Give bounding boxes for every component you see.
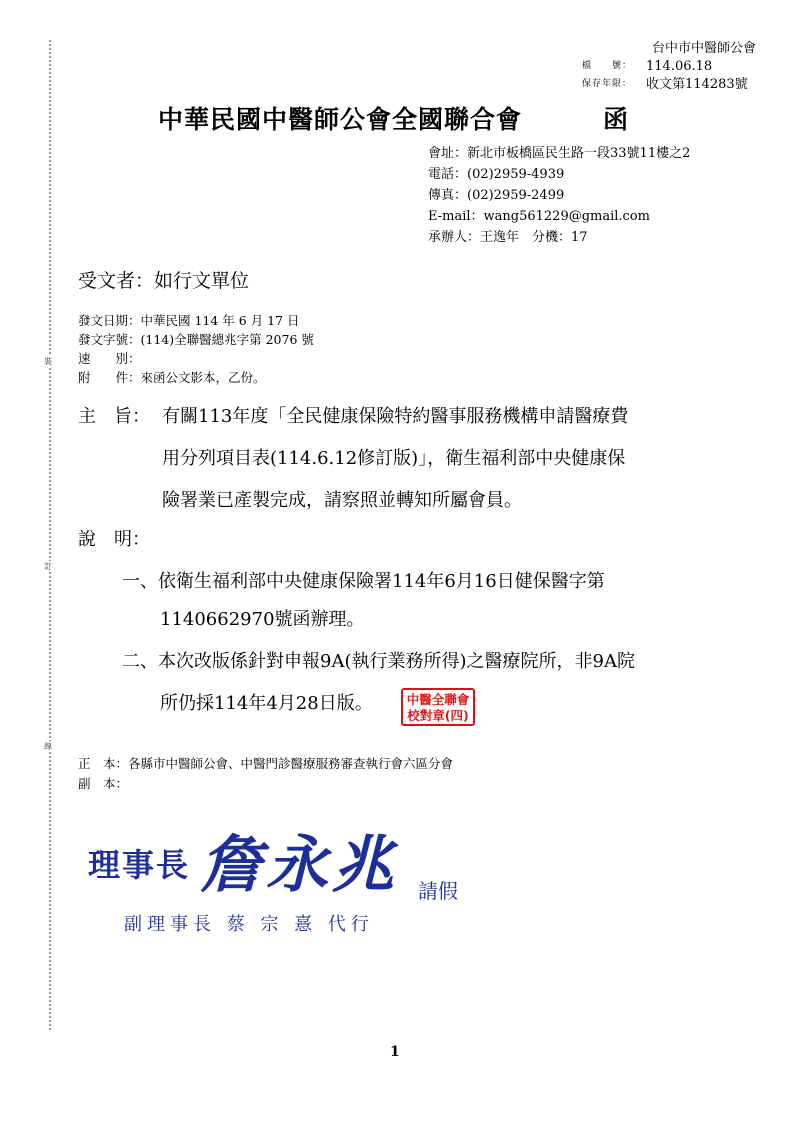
proofreading-stamp	[401, 688, 475, 726]
binder-mark-middle: 訂	[44, 562, 52, 571]
archive-receipt: 收文第114283號	[646, 77, 748, 92]
stamp-line-2: 校對章(四)	[407, 708, 469, 723]
dispatch-speed: 速 別：	[78, 351, 141, 366]
binder-mark-bottom: 線	[44, 742, 52, 751]
issuer-fax: 傳真：(02)2959-2499	[428, 188, 565, 203]
page-number: 1	[390, 1044, 400, 1060]
recipient: 受文者：如行文單位	[78, 270, 250, 292]
archive-org: 台中市中醫師公會	[652, 41, 757, 56]
document-type: 函	[603, 105, 630, 134]
archive-file-label: 檔 號：	[582, 61, 633, 71]
archive-file-number	[582, 58, 712, 75]
dispatch-date: 發文日期：中華民國 114 年 6 月 17 日	[78, 313, 300, 328]
archive-retention	[582, 76, 748, 93]
issuer-contact: 承辦人：王逸年 分機：17	[428, 230, 588, 245]
subject-line-2: 用分列項目表(114.6.12修訂版)」，衛生福利部中央健康保	[162, 448, 626, 469]
archive-retention-label: 保存年限：	[582, 79, 633, 89]
subject-label: 主 旨：	[78, 406, 150, 427]
subject-line-3: 險署業已產製完成，請察照並轉知所屬會員。	[162, 490, 522, 511]
binder-mark-top: 裝	[44, 357, 52, 366]
explanation-item-2-line-2: 所仍採114年4月28日版。	[160, 693, 373, 714]
distribution-primary: 正 本：各縣市中醫師公會、中醫門診醫療服務審查執行會六區分會	[78, 756, 454, 771]
signature-role: 理事長	[88, 846, 191, 884]
dispatch-attachment: 附 件：來函公文影本，乙份。	[78, 370, 266, 385]
explanation-item-1-line-2: 1140662970號函辦理。	[160, 609, 365, 630]
stamp-line-1: 中醫全聯會	[406, 692, 470, 707]
issuer-info	[428, 143, 690, 248]
issuer-email: E-mail：wang561229@gmail.com	[428, 209, 650, 224]
subject-line-1: 有關113年度「全民健康保險特約醫事服務機構申請醫療費	[162, 406, 629, 427]
document-title: 中華民國中醫師公會全國聯合會	[158, 105, 523, 134]
binding-margin-line	[49, 40, 51, 1030]
signature-acting: 副理事長 蔡 宗 憙 代行	[124, 914, 374, 935]
explanation-item-1-line-1: 一、依衛生福利部中央健康保險署114年6月16日健保醫字第	[122, 571, 605, 592]
signature-name: 詹永兆	[200, 828, 399, 901]
issuer-phone: 電話：(02)2959-4939	[428, 167, 565, 182]
archive-file-value: 114.06.18	[646, 59, 713, 74]
distribution-copy: 副 本：	[78, 776, 129, 791]
dispatch-meta	[78, 311, 314, 387]
signature-leave-note: 請假	[418, 879, 458, 903]
distribution-list	[78, 754, 453, 794]
explanation-item-2-line-1: 二、本次改版係針對申報9A(執行業務所得)之醫療院所，非9A院	[122, 651, 635, 672]
dispatch-number: 發文字號：(114)全聯醫總兆字第 2076 號	[78, 332, 314, 347]
issuer-address: 會址：新北市板橋區民生路一段33號11樓之2	[428, 146, 691, 161]
explanation-label: 說 明：	[78, 529, 150, 550]
